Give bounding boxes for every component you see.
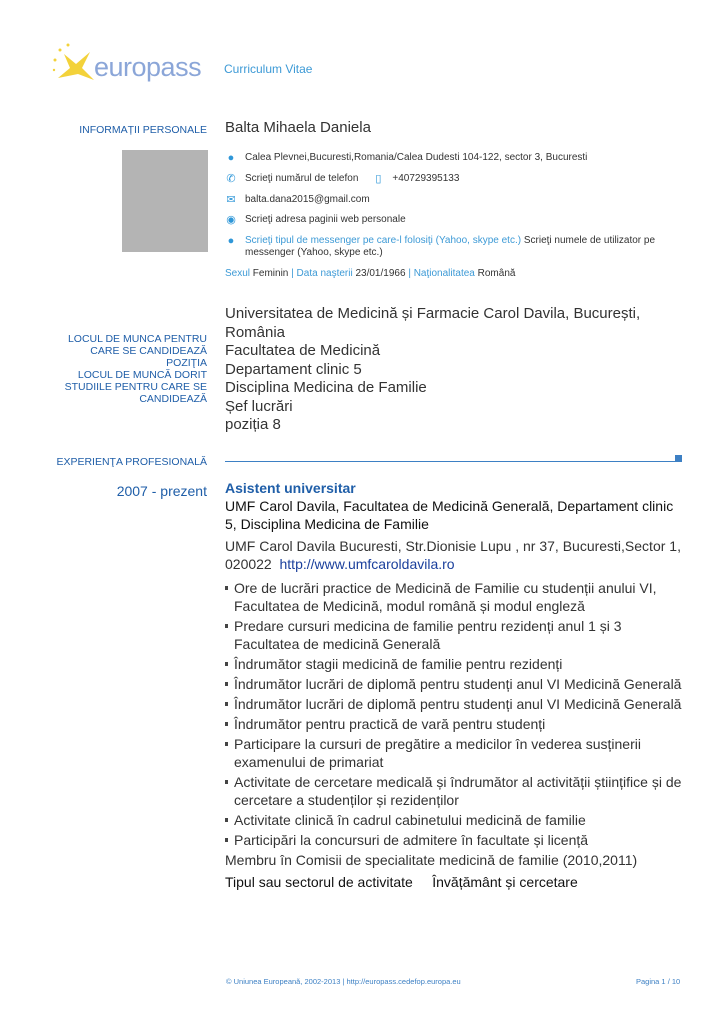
job-title: Asistent universitar (225, 480, 356, 496)
web-icon: ◉ (226, 214, 236, 226)
membership: Membru în Comisii de specialitate medicină de familie (2010,2011) (225, 852, 638, 868)
sep: | (291, 268, 294, 279)
personal-info-label: INFORMAȚII PERSONALE (79, 124, 207, 136)
phone-icon: ✆ (226, 173, 236, 185)
employer-website-link[interactable]: http://www.umfcaroldavila.ro (279, 556, 455, 572)
experience-period: 2007 - prezent (116, 483, 207, 499)
full-name: Balta Mihaela Daniela (225, 119, 371, 136)
list-item: Îndrumător lucrări de diplomă pentru studenți anul VI Medicină Generală (225, 675, 687, 693)
experience-entry (225, 479, 687, 891)
nationality-label: Naţionalitatea (413, 268, 475, 279)
phone-placeholder: Scrieţi numărul de telefon (245, 173, 359, 184)
personal-details (225, 268, 515, 279)
sex-value: Feminin (252, 268, 289, 279)
birth-label: Data naşterii (296, 268, 353, 279)
address: Calea Plevnei,Bucuresti,Romania/Calea Dudesti 104-122, sector 3, Bucuresti (245, 152, 588, 163)
photo-placeholder (122, 150, 208, 252)
position-line: Departament clinic 5 (225, 360, 362, 378)
duties-list (225, 579, 687, 849)
list-item: Participări la concursuri de admitere în facultate și licență (225, 831, 687, 849)
position-line: Disciplina Medicina de Familie (225, 379, 427, 396)
employer: UMF Carol Davila, Facultatea de Medicină Generală, Departament clinic 5, Disciplina Medicina de Familie (225, 498, 674, 532)
sector-value: Învățământ și cercetare (432, 874, 578, 890)
position-labels (37, 333, 207, 405)
mobile-number: +40729395133 (392, 173, 460, 184)
email-link[interactable]: balta.dana2015@gmail.com (245, 194, 370, 205)
section-divider (225, 461, 675, 462)
website-link[interactable]: Scrieţi adresa paginii web personale (245, 214, 406, 225)
birth-value: 23/01/1966 (355, 268, 406, 279)
list-item: Ore de lucrări practice de Medicină de Familie cu studenții anului VI, Facultatea de Medicină, modul română și modul engleză (225, 579, 687, 615)
messenger-info (245, 235, 665, 259)
list-item: Activitate clinică în cadrul cabinetului medicină de familie (225, 811, 687, 829)
footer-copyright: © Uniunea Europeană, 2002-2013 | http://europass.cedefop.europa.eu (226, 977, 461, 986)
employer-address: UMF Carol Davila Bucuresti, Str.Dionisie Lupu , nr 37, Bucuresti,Sector 1, 020022 (225, 538, 681, 572)
messenger-username: Scrieţi numele de utilizator pe messenger (Yahoo, skype etc.) (245, 235, 656, 258)
position-line: Universitatea de Medicină și Farmacie Carol Davila, București, România (225, 305, 641, 341)
position-line: Facultatea de Medicină (225, 342, 381, 359)
list-item: Predare cursuri medicina de familie pentru rezidenți anul 1 și 3 Facultatea de medicină Generală (225, 617, 687, 653)
position-line: Șef lucrări (225, 397, 293, 415)
experience-label: EXPERIENŢA PROFESIONALĂ (56, 456, 207, 468)
document-title: Curriculum Vitae (224, 62, 313, 76)
list-item: Activitate de cercetare medicală și îndrumător al activității științifice și de cercetare a studenților și rezidenților (225, 773, 687, 809)
sector-label: Tipul sau sectorul de activitate (225, 874, 413, 890)
position-label: LOCUL DE MUNCA PENTRU CARE SE CANDIDEAZĂ (67, 333, 207, 357)
sep: | (408, 268, 411, 279)
position-label: LOCUL DE MUNCĂ DORIT (77, 369, 207, 381)
list-item: Îndrumător pentru practică de vară pentru studenți (225, 715, 687, 733)
position-label: STUDIILE PENTRU CARE SE CANDIDEAZĂ (64, 381, 207, 405)
messenger-type: Scrieţi tipul de messenger pe care-l folosiţi (Yahoo, skype etc.) (245, 235, 522, 246)
page-number: Pagina 1 / 10 (636, 977, 681, 986)
email-icon: ✉ (226, 194, 236, 206)
nationality-value: Română (477, 268, 516, 279)
list-item: Îndrumător lucrări de diplomă pentru studenți anul VI Medicină Generală (225, 695, 687, 713)
employer-address-block (225, 537, 687, 573)
list-item: Îndrumător stagii medicină de familie pentru rezidenți (225, 655, 687, 673)
europass-wordmark: europass (94, 52, 202, 82)
position-line: poziția 8 (225, 416, 281, 433)
sector-row (225, 873, 687, 891)
sex-label: Sexul (225, 268, 251, 279)
list-item: Participare la cursuri de pregătire a medicilor în vederea susținerii examenului de primariat (225, 735, 687, 771)
position-details (225, 305, 665, 435)
divider-square-icon (675, 455, 682, 462)
location-pin-icon: ● (227, 152, 235, 164)
europass-logo (50, 40, 210, 90)
position-label: POZIŢIA (166, 357, 207, 369)
messenger-icon: ● (227, 235, 235, 247)
mobile-icon: ▯ (375, 173, 382, 185)
